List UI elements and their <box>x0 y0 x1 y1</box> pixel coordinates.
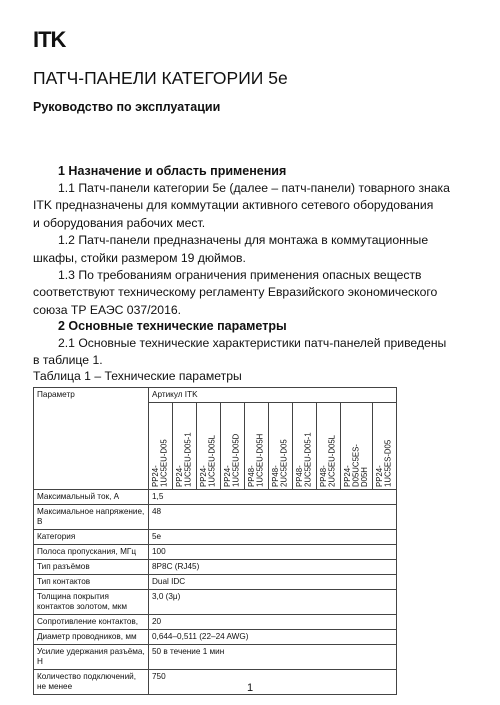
value-cell: 8Р8С (RJ45) <box>149 560 397 575</box>
page-number: 1 <box>246 682 254 694</box>
table-row <box>34 560 397 575</box>
paragraph-1-2-line: шкафы, стойки размером 19 дюймов. <box>33 250 246 265</box>
table-row <box>34 615 397 630</box>
value-cell: Dual IDC <box>149 575 397 590</box>
header-param-cell: Параметр <box>34 388 149 490</box>
table-row <box>34 530 397 545</box>
param-cell: Сопротивление контактов, <box>34 615 149 630</box>
article-cell: PP24- D05UC5ES- D05H <box>341 403 373 490</box>
table-row <box>34 645 397 670</box>
value-cell: 100 <box>149 545 397 560</box>
paragraph-1-1-line: 1.1 Патч-панели категории 5е (далее – патч-панели) товарного знака <box>58 181 450 195</box>
paragraph-1-3-line: союза ТР ЕАЭС 037/2016. <box>33 302 182 317</box>
param-cell: Полоса пропускания, МГц <box>34 545 149 560</box>
technical-parameters-table <box>33 387 397 695</box>
paragraph-1-1-line: ITK предназначены для коммутации активного сетевого оборудования <box>33 198 434 213</box>
table-row <box>34 490 397 505</box>
param-cell: Количество подключений, не менее <box>34 670 149 695</box>
itk-logo: ITK <box>33 27 66 52</box>
article-cell: PP24- 1UC5EU-D05-1 <box>173 403 197 490</box>
value-cell: 5е <box>149 530 397 545</box>
table-row <box>34 505 397 530</box>
section-2-text <box>33 335 483 370</box>
article-cell: PP24- 1UC5ES-D05 <box>373 403 397 490</box>
article-cell: PP48- 2UC5EU-D05-1 <box>293 403 317 490</box>
table-row <box>34 630 397 645</box>
param-cell: Максимальный ток, А <box>34 490 149 505</box>
value-cell: 20 <box>149 615 397 630</box>
paragraph-1-2-line: 1.2 Патч-панели предназначены для монтажа в коммутационные <box>58 233 429 248</box>
param-cell: Максимальное напряжение, В <box>34 505 149 530</box>
article-cell: PP48- 1UC5EU-D05H <box>245 403 269 490</box>
document-subtitle: Руководство по эксплуатации <box>33 100 221 114</box>
param-cell: Тип контактов <box>34 575 149 590</box>
article-cell: PP48- 2UC5EU-D05 <box>269 403 293 490</box>
article-cell: PP24- 1UC5EU-D05 <box>149 403 173 490</box>
value-cell: 0,644–0,511 (22–24 AWG) <box>149 630 397 645</box>
table-row <box>34 590 397 615</box>
param-cell: Диаметр проводников, мм <box>34 630 149 645</box>
paragraph-1-3-line: 1.3 По требованиям ограничения применения опасных веществ <box>58 268 422 283</box>
value-cell: 48 <box>149 505 397 530</box>
article-cell: PP48- 2UC5EU-D05L <box>317 403 341 490</box>
paragraph-2-1-line: 2.1 Основные технические характеристики патч-панелей приведены <box>58 336 447 350</box>
header-article-cell: Артикул ITK <box>149 388 397 403</box>
param-cell: Тип разъёмов <box>34 560 149 575</box>
paragraph-1-3-line: соответствуют техническому регламенту Евразийского экономического <box>33 285 438 300</box>
paragraph-1-1-line: и оборудования рабочих мест. <box>33 215 206 230</box>
table-caption: Таблица 1 – Технические параметры <box>33 369 242 383</box>
param-cell: Толщина покрытия контактов золотом, мкм <box>34 590 149 615</box>
value-cell: 1,5 <box>149 490 397 505</box>
value-cell: 50 в течение 1 мин <box>149 645 397 670</box>
table-row <box>34 575 397 590</box>
article-cell: PP24- 1UC5EU-D05D <box>221 403 245 490</box>
param-cell: Категория <box>34 530 149 545</box>
table-header-row <box>34 388 397 403</box>
table-row <box>34 545 397 560</box>
section-2-heading: 2 Основные технические параметры <box>58 319 287 333</box>
value-cell: 3,0 (3μ) <box>149 590 397 615</box>
section-1-heading: 1 Назначение и область применения <box>58 164 287 178</box>
value-cell: 750 <box>149 670 397 695</box>
param-cell: Усилие удержания разъёма, Н <box>34 645 149 670</box>
section-1-text <box>33 180 483 319</box>
document-title: ПАТЧ-ПАНЕЛИ КАТЕГОРИИ 5е <box>33 68 288 88</box>
paragraph-2-1-line: в таблице 1. <box>33 353 103 368</box>
article-cell: PP24- 1UC5EU-D05L <box>197 403 221 490</box>
